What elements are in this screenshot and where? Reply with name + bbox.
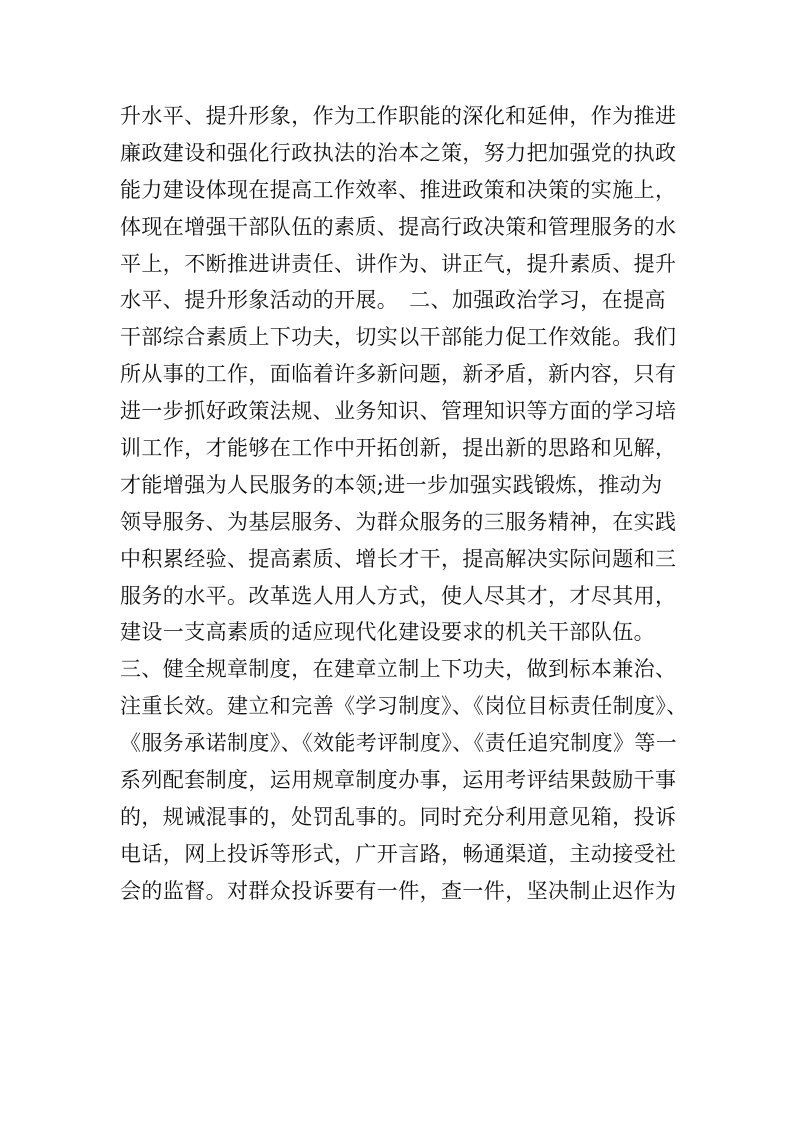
- text-line: 会的监督。对群众投诉要有一件，查一件，坚决制止迟作为: [120, 878, 677, 903]
- text-line: 才能增强为人民服务的本领;进一步加强实践锻炼，推动为: [120, 472, 663, 497]
- text-line: 《服务承诺制度》、《效能考评制度》、《责任追究制度》等一: [120, 731, 678, 756]
- text-line: 建设一支高素质的适应现代化建设要求的机关干部队伍。: [120, 620, 655, 645]
- text-line: 廉政建设和强化行政执法的治本之策，努力把加强党的执政: [120, 140, 677, 165]
- text-line: 服务的水平。改革选人用人方式，使人尽其才，才尽其用，: [120, 583, 677, 608]
- text-line: 平上，不断推进讲责任、讲作为、讲正气，提升素质、提升: [120, 251, 677, 276]
- text-line: 升水平、提升形象，作为工作职能的深化和延伸，作为推进: [120, 104, 677, 128]
- text-line: 中积累经验、提高素质、增长才干，提高解决实际问题和三: [120, 546, 677, 571]
- text-line: 干部综合素质上下功夫，切实以干部能力促工作效能。我们: [120, 325, 677, 350]
- text-line: 注重长效。建立和完善《学习制度》、《岗位目标责任制度》、: [120, 694, 688, 719]
- text-line: 水平、提升形象活动的开展。 二、加强政治学习，在提高: [120, 288, 666, 313]
- body-text: [120, 98, 720, 910]
- text-line: 所从事的工作，面临着许多新问题，新矛盾，新内容，只有: [120, 362, 677, 387]
- text-line: 能力建设体现在提高工作效率、推进政策和决策的实施上，: [120, 177, 677, 202]
- text-line: 领导服务、为基层服务、为群众服务的三服务精神，在实践: [120, 509, 677, 534]
- text-line: 电话，网上投诉等形式，广开言路，畅通渠道，主动接受社: [120, 841, 677, 866]
- text-line: 进一步抓好政策法规、业务知识、管理知识等方面的学习培: [120, 399, 677, 424]
- text-line: 系列配套制度，运用规章制度办事，运用考评结果鼓励干事: [120, 768, 677, 793]
- text-line: 训工作，才能够在工作中开拓创新，提出新的思路和见解，: [120, 436, 677, 461]
- text-line: 的，规诫混事的，处罚乱事的。同时充分利用意见箱，投诉: [120, 804, 677, 829]
- text-line: 三、健全规章制度，在建章立制上下功夫，做到标本兼治、: [120, 657, 677, 682]
- text-line: 体现在增强干部队伍的素质、提高行政决策和管理服务的水: [120, 214, 677, 239]
